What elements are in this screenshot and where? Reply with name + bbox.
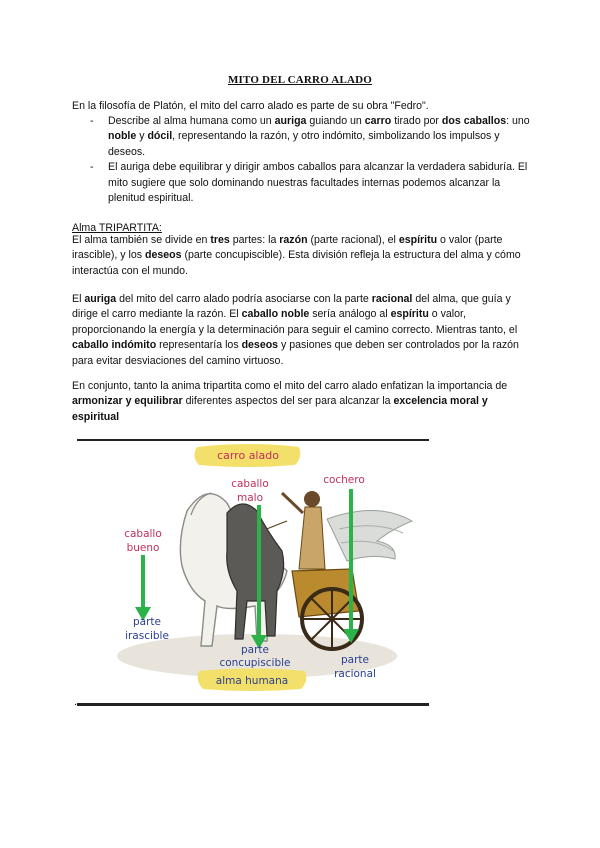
text-run: , representando la razón, y otro indómito, simbolizando los impulsos y deseos.	[108, 130, 500, 158]
label-caballo-bueno-1: caballo	[124, 528, 162, 540]
charioteer-head	[304, 491, 320, 507]
bold-run: armonizar y equilibrar	[72, 395, 183, 408]
paragraph-tripartita	[72, 233, 532, 279]
label-caballo-bueno-2: bueno	[126, 542, 160, 554]
text-run: y pasiones que deben ser controlados por la razón para evitar desviaciones del camino virtuoso.	[72, 339, 519, 367]
label-concupiscible-2: concupiscible	[219, 657, 291, 669]
bold-run: razón	[279, 234, 308, 246]
text-run: del alma, que guía y dirige el carro mediante la razón. El	[72, 293, 511, 321]
label-alma-humana: alma humana	[215, 675, 289, 687]
bold-run: caballo noble	[241, 308, 310, 321]
bold-run: caballo indómito	[72, 339, 157, 352]
bold-run: auriga	[84, 293, 117, 305]
intro-paragraph: En la filosofía de Platón, el mito del carro alado es parte de su obra "Fedro".	[72, 100, 429, 112]
bullet-dash: -	[90, 161, 94, 174]
bold-run: deseos	[241, 339, 279, 352]
chariot-illustration	[77, 439, 429, 706]
bullet-item-1	[90, 114, 530, 160]
label-racional-1: parte	[341, 654, 369, 666]
text-run: representaría los	[156, 339, 242, 352]
document-title: MITO DEL CARRO ALADO	[227, 74, 373, 86]
text-run: o valor (parte irascible), y los	[72, 234, 503, 262]
text-run: guiando un	[306, 115, 365, 127]
text-run: : uno	[506, 115, 530, 127]
chariot-diagram	[77, 441, 429, 698]
label-irascible-1: parte	[133, 616, 161, 628]
bold-run: tres	[210, 234, 230, 246]
text-run: En conjunto, tanto la anima tripartita como el mito del carro alado enfatizan la importancia de	[72, 380, 508, 392]
text-run: sería análogo al	[309, 308, 391, 321]
bullet-item-2	[90, 160, 530, 206]
text-run: del mito del carro alado podría asociarse con la parte	[116, 293, 372, 305]
paragraph-conclusion	[72, 379, 532, 425]
text-run: (parte concupiscible). Esta división refleja la estructura del alma y cómo interactúa con el mundo.	[72, 249, 521, 277]
text-run: partes: la	[229, 234, 280, 246]
trailing-period: .	[74, 696, 78, 708]
label-carro-alado: carro alado	[217, 449, 279, 462]
bold-run: excelencia moral y espiritual	[72, 395, 488, 423]
label-caballo-malo-1: caballo	[231, 478, 269, 490]
bold-run: espíritu	[390, 308, 429, 321]
text-run: El	[72, 293, 85, 305]
bold-run: dócil	[147, 130, 173, 143]
text-run: diferentes aspectos del ser para alcanzar la	[182, 395, 394, 408]
label-racional-2: racional	[334, 668, 376, 680]
bold-run: deseos	[145, 249, 182, 262]
label-cochero: cochero	[323, 474, 365, 486]
text-run: El alma también se divide en	[72, 234, 211, 246]
bold-run: dos caballos	[441, 115, 507, 127]
bullet-list	[90, 114, 530, 206]
bold-run: auriga	[274, 115, 307, 127]
bold-run: espíritu	[398, 234, 438, 246]
section-heading: Alma TRIPARTITA:	[72, 222, 162, 234]
text-run: Describe al alma humana como un	[108, 115, 275, 127]
text-run: o valor, proporcionando la energía y la determinación para seguir el camino correcto. Mientras tanto, el	[72, 308, 518, 336]
text-run: (parte racional), el	[307, 234, 399, 246]
bold-run: carro	[364, 115, 392, 127]
text-run: y	[136, 130, 148, 143]
bold-run: racional	[371, 293, 413, 305]
text-run: tirado por	[391, 115, 442, 127]
label-irascible-2: irascible	[125, 630, 169, 642]
bold-run: noble	[108, 130, 137, 143]
text-run: El auriga debe equilibrar y dirigir ambos caballos para alcanzar la verdadera sabiduría. El mito sugiere que solo dominando nuestras facultades internas podemos alcanzar la plenitud espiritual.	[108, 161, 528, 205]
paragraph-auriga	[72, 292, 532, 369]
bullet-dash: -	[90, 115, 94, 127]
label-concupiscible-1: parte	[241, 644, 269, 656]
label-caballo-malo-2: malo	[236, 492, 264, 504]
